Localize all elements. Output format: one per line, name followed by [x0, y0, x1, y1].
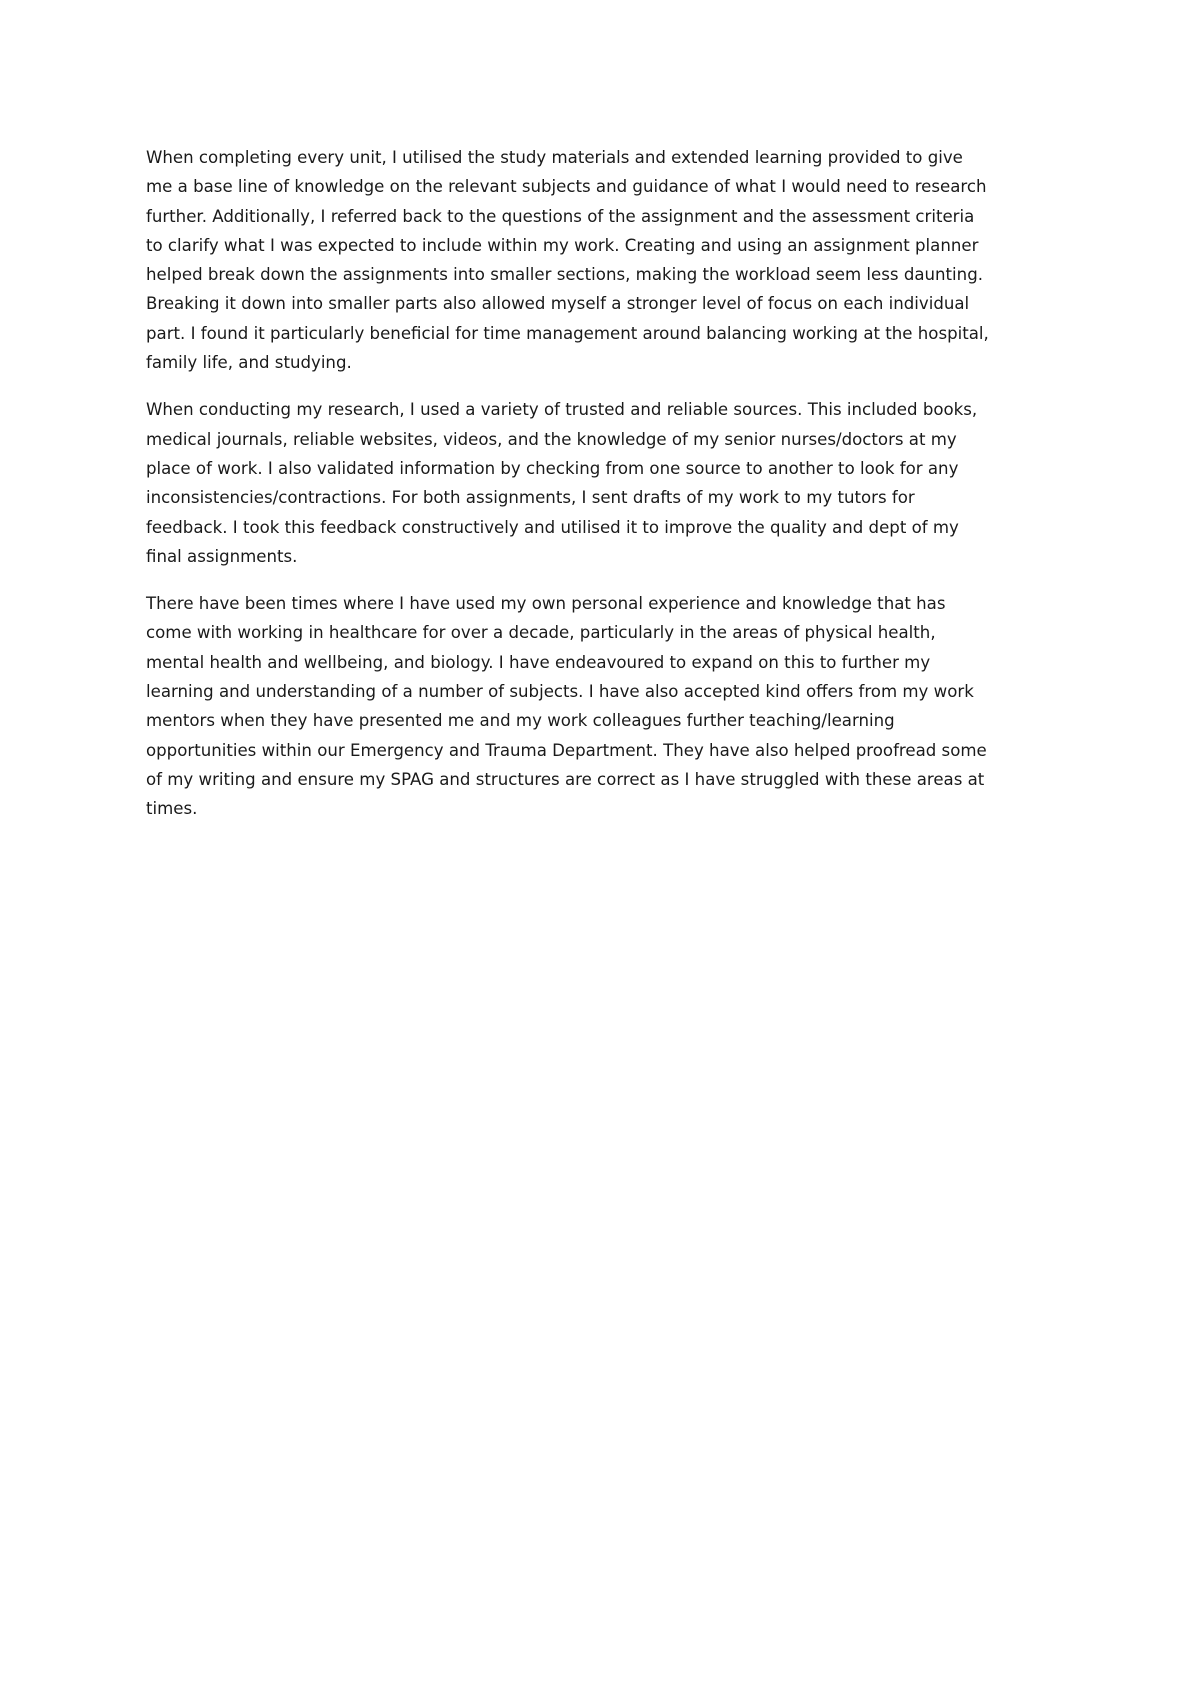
- text-line: inconsistencies/contractions. For both assignments, I sent drafts of my work to my tutors for: [146, 488, 915, 508]
- text-line: of my writing and ensure my SPAG and structures are correct as I have struggled with these areas at: [146, 769, 985, 789]
- text-line: mental health and wellbeing, and biology. I have endeavoured to expand on this to further my: [146, 652, 931, 672]
- text-line: times.: [146, 799, 198, 819]
- paragraph-personal-experience: [146, 589, 1066, 823]
- document-body: [146, 143, 1066, 842]
- text-line: There have been times where I have used my own personal experience and knowledge that has: [146, 594, 946, 614]
- text-line: further. Additionally, I referred back to the questions of the assignment and the assessment criteria: [146, 206, 975, 226]
- text-line: helped break down the assignments into smaller sections, making the workload seem less daunting.: [146, 265, 983, 285]
- text-line: medical journals, reliable websites, videos, and the knowledge of my senior nurses/doctors at my: [146, 429, 957, 449]
- text-line: mentors when they have presented me and my work colleagues further teaching/learning: [146, 711, 895, 731]
- text-line: family life, and studying.: [146, 353, 352, 373]
- text-line: learning and understanding of a number of subjects. I have also accepted kind offers from my work: [146, 682, 974, 702]
- text-line: When conducting my research, I used a variety of trusted and reliable sources. This included books,: [146, 400, 978, 420]
- paragraph-research-sources: [146, 395, 1066, 571]
- text-line: me a base line of knowledge on the relevant subjects and guidance of what I would need to research: [146, 177, 987, 197]
- text-line: to clarify what I was expected to include within my work. Creating and using an assignment planner: [146, 235, 979, 255]
- text-line: part. I found it particularly beneficial for time management around balancing working at the hospital,: [146, 323, 989, 343]
- text-line: place of work. I also validated information by checking from one source to another to look for any: [146, 458, 959, 478]
- text-line: Breaking it down into smaller parts also allowed myself a stronger level of focus on each individual: [146, 294, 970, 314]
- text-line: When completing every unit, I utilised the study materials and extended learning provided to give: [146, 148, 963, 167]
- text-line: opportunities within our Emergency and Trauma Department. They have also helped proofread some: [146, 740, 987, 760]
- paragraph-study-approach: [146, 143, 1066, 377]
- text-line: final assignments.: [146, 546, 298, 566]
- text-line: feedback. I took this feedback constructively and utilised it to improve the quality and dept of my: [146, 517, 959, 537]
- text-line: come with working in healthcare for over a decade, particularly in the areas of physical health,: [146, 623, 936, 643]
